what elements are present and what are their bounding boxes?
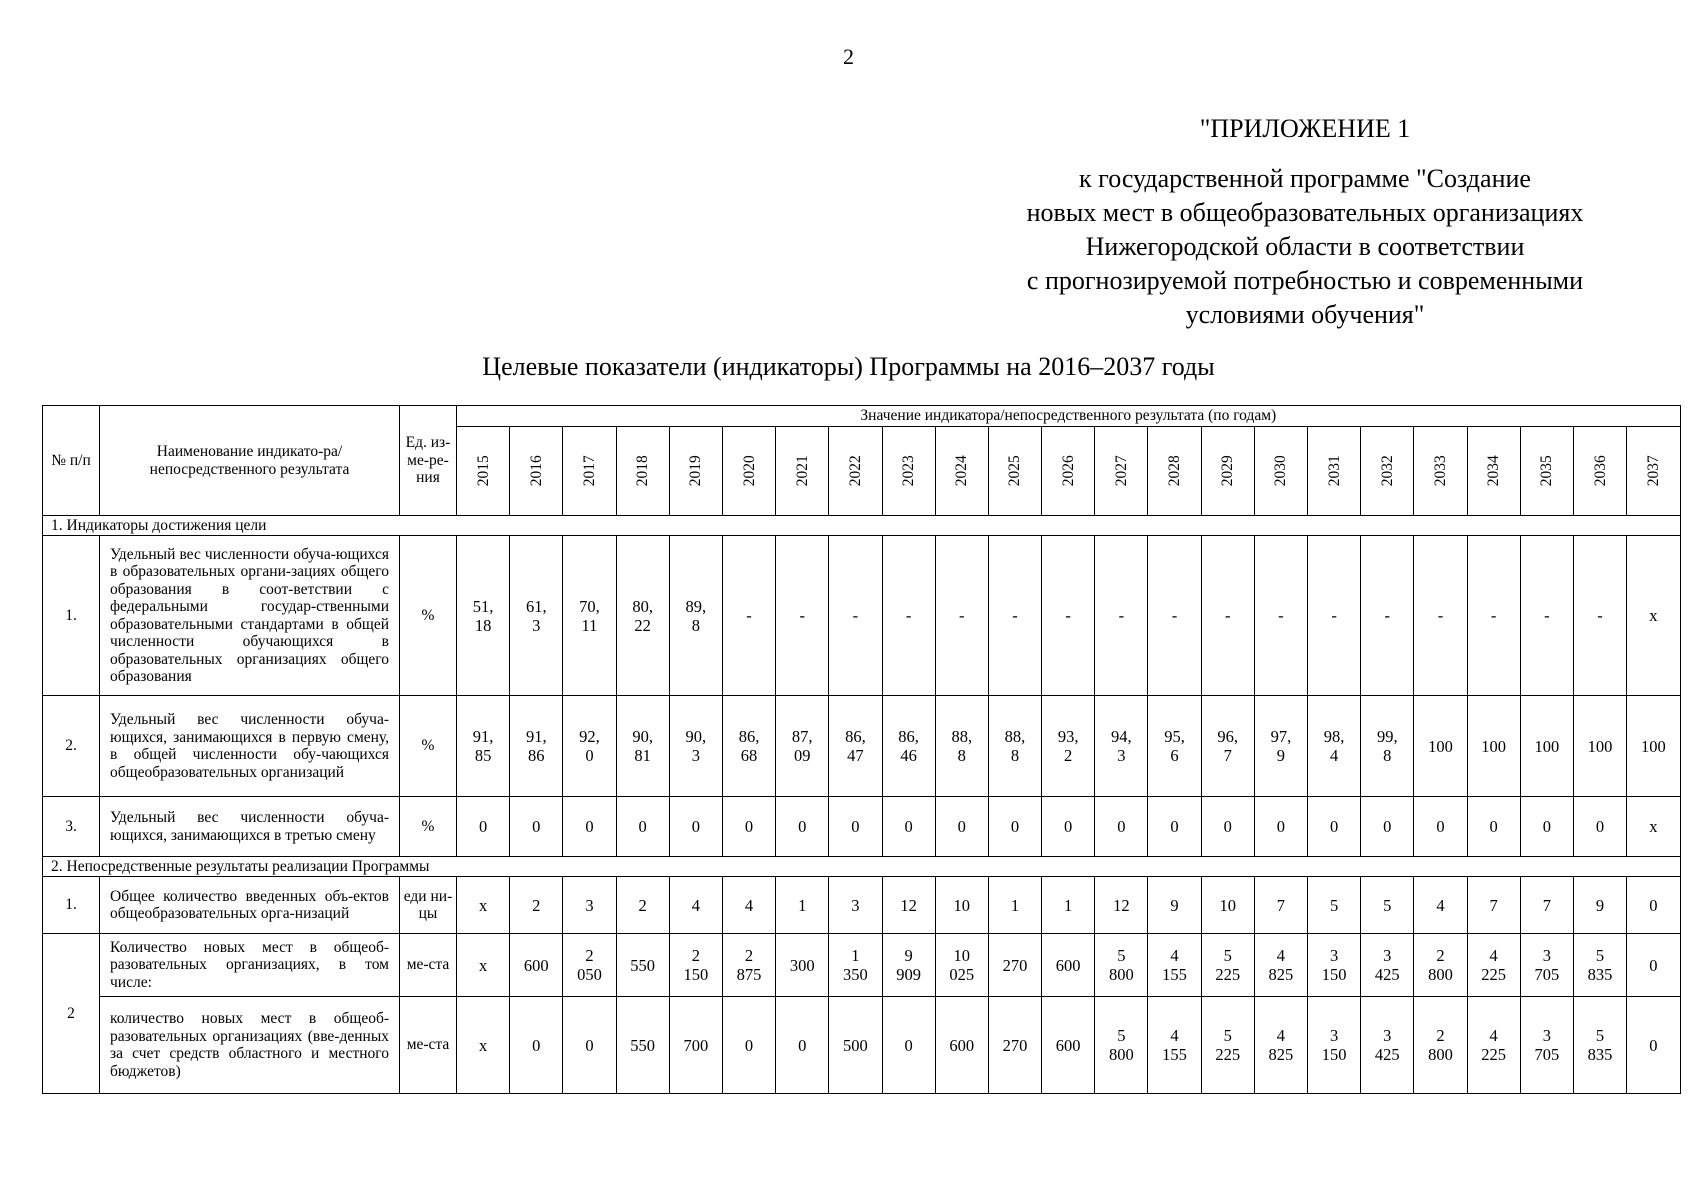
value-cell: 86, 46: [882, 696, 935, 797]
year-label: 2021: [793, 455, 811, 487]
value-cell: 4: [1414, 877, 1467, 934]
value-cell: 0: [1627, 997, 1681, 1094]
year-label: 2018: [633, 455, 651, 487]
value-cell: 9: [1573, 877, 1626, 934]
value-cell: 5 225: [1201, 997, 1254, 1094]
table-row: [43, 934, 1681, 997]
value-cell: 0: [1361, 797, 1414, 857]
value-cell: 0: [722, 797, 775, 857]
year-header: [669, 427, 722, 516]
year-header: [882, 427, 935, 516]
year-label: 2036: [1591, 455, 1609, 487]
year-label: 2015: [474, 455, 492, 487]
value-cell: 97, 9: [1254, 696, 1307, 797]
header-name: Наименование индикато-ра/непосредственного результата: [100, 406, 400, 516]
year-header: [510, 427, 563, 516]
value-cell: 0: [1627, 877, 1681, 934]
value-cell: 0: [563, 797, 616, 857]
year-label: 2023: [899, 455, 917, 487]
year-label: 2030: [1272, 455, 1290, 487]
value-cell: 96, 7: [1201, 696, 1254, 797]
value-cell: 3 150: [1308, 997, 1361, 1094]
table-row: [43, 797, 1681, 857]
indicator-table: [42, 405, 1681, 1094]
value-cell: 0: [935, 797, 988, 857]
value-cell: 10: [935, 877, 988, 934]
value-cell: 0: [829, 797, 882, 857]
value-cell: 600: [935, 997, 988, 1094]
table-row: [43, 877, 1681, 934]
unit-cell: ме-ста: [400, 934, 457, 997]
row-number: 1.: [43, 536, 100, 696]
year-header: [457, 427, 510, 516]
value-cell: x: [1627, 536, 1681, 696]
value-cell: 5: [1361, 877, 1414, 934]
year-header: [1308, 427, 1361, 516]
year-header: [1148, 427, 1201, 516]
value-cell: 550: [616, 997, 669, 1094]
value-cell: 0: [776, 997, 829, 1094]
value-cell: -: [1308, 536, 1361, 696]
value-cell: -: [1467, 536, 1520, 696]
value-cell: 10 025: [935, 934, 988, 997]
value-cell: 99, 8: [1361, 696, 1414, 797]
value-cell: 88, 8: [988, 696, 1041, 797]
value-cell: -: [935, 536, 988, 696]
value-cell: -: [1201, 536, 1254, 696]
appendix-line: условиями обучения": [1185, 300, 1425, 329]
unit-cell: %: [400, 536, 457, 696]
value-cell: -: [1520, 536, 1573, 696]
value-cell: 0: [1148, 797, 1201, 857]
value-cell: 94, 3: [1095, 696, 1148, 797]
year-label: 2028: [1165, 455, 1183, 487]
value-cell: 4 225: [1467, 997, 1520, 1094]
value-cell: 0: [882, 797, 935, 857]
value-cell: 3 150: [1308, 934, 1361, 997]
value-cell: -: [776, 536, 829, 696]
value-cell: 0: [882, 997, 935, 1094]
value-cell: -: [1148, 536, 1201, 696]
indicator-name: Удельный вес численности обуча-ющихся, занимающихся в первую смену, в общей численности обу-чающихся общеобразовательных организаций: [100, 696, 400, 797]
year-label: 2034: [1484, 455, 1502, 487]
year-header: [1201, 427, 1254, 516]
value-cell: 600: [1042, 997, 1095, 1094]
year-label: 2019: [687, 455, 705, 487]
section-title: 2. Непосредственные результаты реализации Программы: [43, 857, 1681, 877]
year-header: [563, 427, 616, 516]
value-cell: -: [882, 536, 935, 696]
appendix-subtitle: [960, 162, 1650, 332]
appendix-title: "ПРИЛОЖЕНИЕ 1: [1199, 114, 1411, 143]
value-cell: 10: [1201, 877, 1254, 934]
value-cell: 0: [722, 997, 775, 1094]
document-title: Целевые показатели (индикаторы) Программы на 2016–2037 годы: [482, 352, 1215, 381]
value-cell: 0: [1467, 797, 1520, 857]
value-cell: 0: [1573, 797, 1626, 857]
value-cell: 0: [616, 797, 669, 857]
value-cell: 3: [829, 877, 882, 934]
row-number: 2.: [43, 696, 100, 797]
value-cell: 4 825: [1254, 934, 1307, 997]
value-cell: 12: [882, 877, 935, 934]
year-label: 2033: [1431, 455, 1449, 487]
year-header: [988, 427, 1041, 516]
indicator-name: Общее количество введенных объ-ектов общеобразовательных орга-низаций: [100, 877, 400, 934]
value-cell: 2 800: [1414, 997, 1467, 1094]
unit-cell: %: [400, 797, 457, 857]
value-cell: 1: [1042, 877, 1095, 934]
page-number: 2: [843, 44, 854, 69]
value-cell: x: [1627, 797, 1681, 857]
value-cell: 0: [1201, 797, 1254, 857]
year-label: 2026: [1059, 455, 1077, 487]
value-cell: 100: [1627, 696, 1681, 797]
value-cell: 2 800: [1414, 934, 1467, 997]
value-cell: 88, 8: [935, 696, 988, 797]
section-row: [43, 516, 1681, 536]
value-cell: 3: [563, 877, 616, 934]
value-cell: 550: [616, 934, 669, 997]
value-cell: 7: [1254, 877, 1307, 934]
value-cell: 86, 47: [829, 696, 882, 797]
year-label: 2032: [1378, 455, 1396, 487]
value-cell: 89, 8: [669, 536, 722, 696]
appendix-line: новых мест в общеобразовательных организациях: [1026, 198, 1584, 227]
value-cell: 4 825: [1254, 997, 1307, 1094]
year-header: [1467, 427, 1520, 516]
value-cell: 90, 3: [669, 696, 722, 797]
value-cell: 5 835: [1573, 997, 1626, 1094]
header-row: [43, 406, 1681, 427]
header-unit: Ед. из-ме-ре-ния: [400, 406, 457, 516]
year-header: [1573, 427, 1626, 516]
value-cell: 1 350: [829, 934, 882, 997]
row-number: 1.: [43, 877, 100, 934]
header-num: № п/п: [43, 406, 100, 516]
value-cell: 3 425: [1361, 997, 1414, 1094]
value-cell: 0: [1095, 797, 1148, 857]
value-cell: 5: [1308, 877, 1361, 934]
value-cell: 5 800: [1095, 997, 1148, 1094]
value-cell: 91, 86: [510, 696, 563, 797]
value-cell: 2 875: [722, 934, 775, 997]
value-cell: 0: [1520, 797, 1573, 857]
value-cell: 9 909: [882, 934, 935, 997]
value-cell: 9: [1148, 877, 1201, 934]
value-cell: 0: [1627, 934, 1681, 997]
value-cell: -: [1042, 536, 1095, 696]
value-cell: 2 050: [563, 934, 616, 997]
year-header: [829, 427, 882, 516]
value-cell: 300: [776, 934, 829, 997]
value-cell: -: [988, 536, 1041, 696]
appendix-line: Нижегородской области в соответствии: [1085, 232, 1525, 261]
appendix-line: с прогнозируемой потребностью и современными: [1026, 266, 1584, 295]
value-cell: 100: [1467, 696, 1520, 797]
section-title: 1. Индикаторы достижения цели: [43, 516, 1681, 536]
value-cell: 0: [1254, 797, 1307, 857]
year-header: [722, 427, 775, 516]
indicator-name: Удельный вес численности обуча-ющихся в образовательных органи-зациях общего образования в соот-ветствии с федеральными государ-ственными образовательными стандартами в общей численности обучающихся в образовательных организациях общего образования: [100, 536, 400, 696]
year-header: [1095, 427, 1148, 516]
value-cell: -: [1573, 536, 1626, 696]
value-cell: -: [722, 536, 775, 696]
value-cell: 100: [1520, 696, 1573, 797]
value-cell: 0: [1042, 797, 1095, 857]
value-cell: 4 225: [1467, 934, 1520, 997]
value-cell: 100: [1414, 696, 1467, 797]
year-label: 2016: [527, 455, 545, 487]
value-cell: 4 155: [1148, 997, 1201, 1094]
year-header: [1414, 427, 1467, 516]
value-cell: 3 425: [1361, 934, 1414, 997]
value-cell: 500: [829, 997, 882, 1094]
value-cell: 270: [988, 934, 1041, 997]
value-cell: 600: [1042, 934, 1095, 997]
value-cell: 3 705: [1520, 997, 1573, 1094]
year-label: 2022: [846, 455, 864, 487]
value-cell: 100: [1573, 696, 1626, 797]
indicator-name: Количество новых мест в общеоб-разовательных организациях, в том числе:: [100, 934, 400, 997]
value-cell: 270: [988, 997, 1041, 1094]
section-row: [43, 857, 1681, 877]
row-number: 2: [43, 934, 100, 1094]
table-row: [43, 997, 1681, 1094]
value-cell: 0: [457, 797, 510, 857]
indicator-name: количество новых мест в общеоб-разовательных организациях (вве-денных за счет средств областного и местного бюджетов): [100, 997, 400, 1094]
unit-cell: %: [400, 696, 457, 797]
value-cell: -: [1254, 536, 1307, 696]
value-cell: 4: [669, 877, 722, 934]
value-cell: 91, 85: [457, 696, 510, 797]
value-cell: 95, 6: [1148, 696, 1201, 797]
value-cell: -: [1361, 536, 1414, 696]
header-values-group: Значение индикатора/непосредственного результата (по годам): [457, 406, 1681, 427]
value-cell: 0: [563, 997, 616, 1094]
value-cell: 0: [1414, 797, 1467, 857]
value-cell: 0: [510, 997, 563, 1094]
value-cell: 700: [669, 997, 722, 1094]
year-label: 2031: [1325, 455, 1343, 487]
appendix-line: к государственной программе "Создание: [1079, 164, 1531, 193]
value-cell: 0: [510, 797, 563, 857]
value-cell: -: [829, 536, 882, 696]
value-cell: x: [457, 934, 510, 997]
year-header: [1520, 427, 1573, 516]
value-cell: 4: [722, 877, 775, 934]
value-cell: 70, 11: [563, 536, 616, 696]
year-label: 2037: [1644, 455, 1662, 487]
value-cell: 0: [988, 797, 1041, 857]
value-cell: 93, 2: [1042, 696, 1095, 797]
value-cell: 3 705: [1520, 934, 1573, 997]
value-cell: 92, 0: [563, 696, 616, 797]
value-cell: x: [457, 877, 510, 934]
value-cell: 1: [776, 877, 829, 934]
value-cell: 4 155: [1148, 934, 1201, 997]
value-cell: x: [457, 997, 510, 1094]
value-cell: 2: [510, 877, 563, 934]
value-cell: 7: [1467, 877, 1520, 934]
value-cell: 80, 22: [616, 536, 669, 696]
year-label: 2024: [953, 455, 971, 487]
year-header: [776, 427, 829, 516]
table-row: [43, 696, 1681, 797]
value-cell: 87, 09: [776, 696, 829, 797]
unit-cell: ме-ста: [400, 997, 457, 1094]
value-cell: 98, 4: [1308, 696, 1361, 797]
value-cell: 0: [776, 797, 829, 857]
value-cell: 86, 68: [722, 696, 775, 797]
indicator-name: Удельный вес численности обуча-ющихся, занимающихся в третью смену: [100, 797, 400, 857]
value-cell: 51, 18: [457, 536, 510, 696]
value-cell: 2: [616, 877, 669, 934]
year-header: [1254, 427, 1307, 516]
year-label: 2025: [1006, 455, 1024, 487]
value-cell: 0: [1308, 797, 1361, 857]
year-label: 2020: [740, 455, 758, 487]
value-cell: 7: [1520, 877, 1573, 934]
table-row: [43, 536, 1681, 696]
value-cell: 600: [510, 934, 563, 997]
year-header: [1361, 427, 1414, 516]
value-cell: 1: [988, 877, 1041, 934]
year-header: [1042, 427, 1095, 516]
year-header: [1627, 427, 1681, 516]
value-cell: 5 225: [1201, 934, 1254, 997]
year-label: 2017: [580, 455, 598, 487]
year-header: [616, 427, 669, 516]
year-label: 2029: [1218, 455, 1236, 487]
row-number: 3.: [43, 797, 100, 857]
year-label: 2035: [1538, 455, 1556, 487]
value-cell: 12: [1095, 877, 1148, 934]
value-cell: 5 835: [1573, 934, 1626, 997]
year-header: [935, 427, 988, 516]
value-cell: 61, 3: [510, 536, 563, 696]
year-label: 2027: [1112, 455, 1130, 487]
value-cell: 2 150: [669, 934, 722, 997]
value-cell: 5 800: [1095, 934, 1148, 997]
value-cell: 0: [669, 797, 722, 857]
unit-cell: еди ни-цы: [400, 877, 457, 934]
value-cell: -: [1414, 536, 1467, 696]
value-cell: -: [1095, 536, 1148, 696]
value-cell: 90, 81: [616, 696, 669, 797]
